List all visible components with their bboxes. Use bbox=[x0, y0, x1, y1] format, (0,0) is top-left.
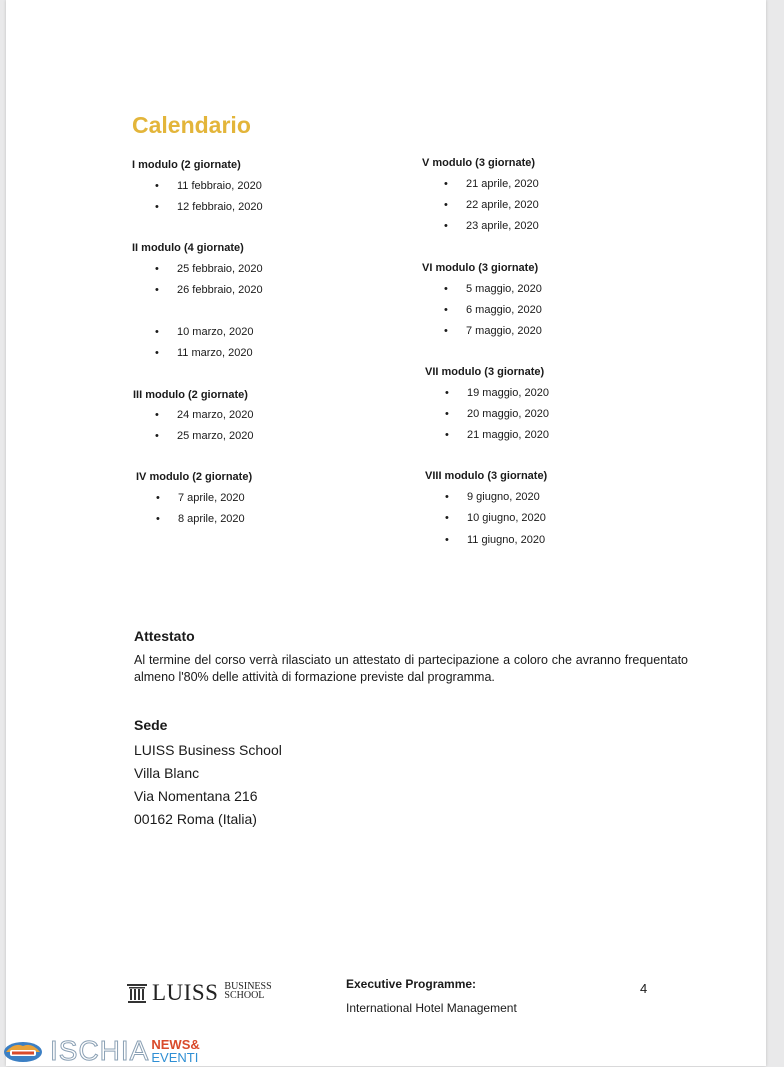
module-date: • 12 febbraio, 2020 bbox=[155, 201, 263, 213]
module-date: • 7 maggio, 2020 bbox=[444, 325, 542, 337]
footer-programme-name: International Hotel Management bbox=[346, 1001, 517, 1015]
bullet: • bbox=[444, 304, 448, 316]
bullet: • bbox=[444, 178, 448, 190]
logo-subtext: BUSINESS SCHOOL bbox=[224, 981, 272, 1001]
sede-line: Via Nomentana 216 bbox=[134, 788, 258, 804]
bullet: • bbox=[444, 199, 448, 211]
module-date: • 26 febbraio, 2020 bbox=[155, 284, 263, 296]
module-date: • 24 marzo, 2020 bbox=[155, 409, 254, 421]
module-date: • 11 febbraio, 2020 bbox=[155, 180, 262, 192]
bullet: • bbox=[445, 429, 449, 441]
page-title: Calendario bbox=[132, 112, 251, 138]
bullet: • bbox=[155, 430, 159, 442]
module-date: • 25 marzo, 2020 bbox=[155, 430, 254, 442]
column-icon bbox=[126, 982, 148, 1004]
bullet: • bbox=[445, 534, 449, 546]
sede-line: 00162 Roma (Italia) bbox=[134, 811, 257, 827]
footer-programme-title: Executive Programme: bbox=[346, 977, 477, 991]
bullet: • bbox=[155, 409, 159, 421]
bullet: • bbox=[155, 284, 159, 296]
attestato-text: Al termine del corso verrà rilasciato un attestato di partecipazione a coloro che avranno frequentato almeno l'80% delle attività di formazione previste dal programma. bbox=[134, 653, 688, 684]
document-page bbox=[6, 0, 766, 1066]
module-date: • 6 maggio, 2020 bbox=[444, 304, 542, 316]
bullet: • bbox=[155, 201, 159, 213]
luiss-logo bbox=[126, 980, 272, 1006]
bullet: • bbox=[155, 326, 159, 338]
sede-line: LUISS Business School bbox=[134, 742, 282, 758]
module-date: • 7 aprile, 2020 bbox=[156, 492, 245, 504]
module-date: • 22 aprile, 2020 bbox=[444, 199, 539, 211]
sede-line: Villa Blanc bbox=[134, 765, 200, 781]
module-date: • 25 febbraio, 2020 bbox=[155, 263, 263, 275]
sede-heading: Sede bbox=[134, 717, 168, 733]
watermark-ischia-text: ISCHIA bbox=[50, 1035, 150, 1066]
module-heading: I modulo (2 giornate) bbox=[132, 159, 241, 171]
bullet: • bbox=[445, 387, 449, 399]
module-date: • 9 giugno, 2020 bbox=[445, 491, 540, 503]
bullet: • bbox=[444, 325, 448, 337]
module-heading: VIII modulo (3 giornate) bbox=[425, 470, 548, 482]
module-date: • 21 aprile, 2020 bbox=[444, 178, 539, 190]
bullet: • bbox=[155, 347, 159, 359]
module-date: • 19 maggio, 2020 bbox=[445, 387, 549, 399]
module-heading: VII modulo (3 giornate) bbox=[425, 366, 545, 378]
module-date: • 11 giugno, 2020 bbox=[445, 534, 546, 546]
module-date: • 5 maggio, 2020 bbox=[444, 283, 542, 295]
module-date: • 10 giugno, 2020 bbox=[445, 512, 546, 524]
bullet: • bbox=[445, 512, 449, 524]
module-heading: V modulo (3 giornate) bbox=[422, 157, 536, 169]
bullet: • bbox=[444, 220, 448, 232]
bullet: • bbox=[155, 263, 159, 275]
bullet: • bbox=[156, 492, 160, 504]
module-heading: II modulo (4 giornate) bbox=[132, 242, 244, 254]
module-heading: VI modulo (3 giornate) bbox=[422, 262, 539, 274]
attestato-heading: Attestato bbox=[134, 628, 195, 644]
logo-text: LUISS bbox=[152, 980, 219, 1005]
page-number: 4 bbox=[640, 981, 648, 996]
ischia-news-watermark bbox=[2, 1036, 200, 1066]
module-date: • 10 marzo, 2020 bbox=[155, 326, 254, 338]
bullet: • bbox=[445, 408, 449, 420]
module-date: • 11 marzo, 2020 bbox=[155, 347, 253, 359]
bullet: • bbox=[156, 513, 160, 525]
ischia-badge-icon bbox=[2, 1038, 44, 1064]
module-heading: III modulo (2 giornate) bbox=[133, 389, 248, 401]
watermark-subtext: NEWS& EVENTI bbox=[151, 1037, 200, 1065]
bullet: • bbox=[445, 491, 449, 503]
bullet: • bbox=[155, 180, 159, 192]
bullet: • bbox=[444, 283, 448, 295]
module-heading: IV modulo (2 giornate) bbox=[136, 471, 253, 483]
module-date: • 8 aprile, 2020 bbox=[156, 513, 245, 525]
module-date: • 21 maggio, 2020 bbox=[445, 429, 549, 441]
module-date: • 23 aprile, 2020 bbox=[444, 220, 539, 232]
module-date: • 20 maggio, 2020 bbox=[445, 408, 549, 420]
